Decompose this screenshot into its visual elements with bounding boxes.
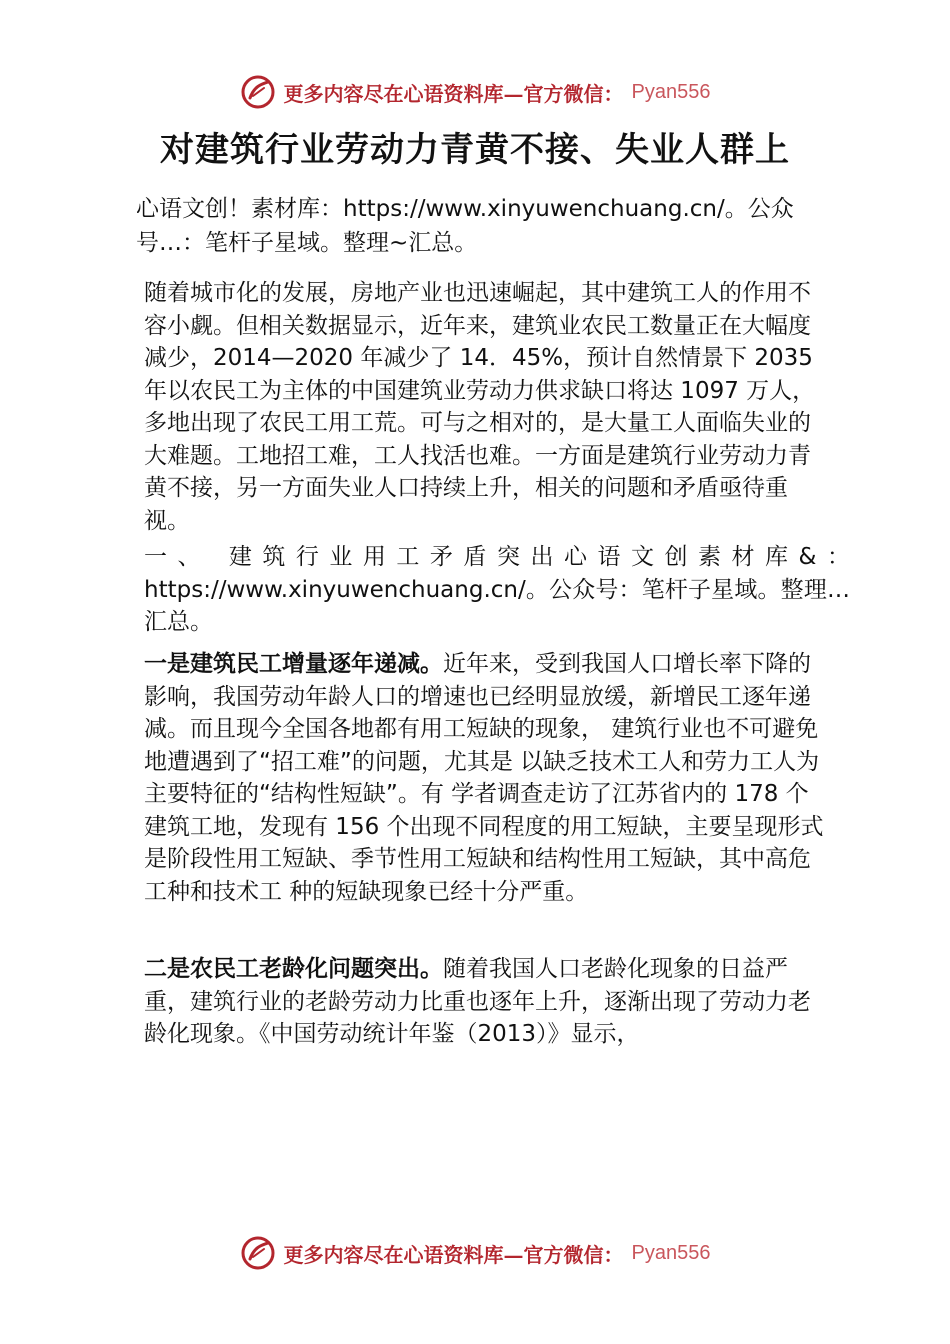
paragraph-intro: 随着城市化的发展，房地产业也迅速崛起，其中建筑工人的作用不容小觑。但相关数据显示，近年来，建筑业农民工数量正在大幅度减少，2014—2020 年减少了 14．45%，预计自然情景下 2035 年以农民工为主体的中国建筑业劳动力供求缺口将达 1097 万人，多地出现了农民工用工荒。可与之相对的，是大量工人面临失业的大难题。工地招工难，工人找活也难。一方面是建筑行业劳动力青黄不接，另一方面失业人口持续上升，相关的问题和矛盾亟待重视。 (144, 280, 816, 534)
logo-icon (240, 74, 276, 110)
document-title: 对建筑行业劳动力青黄不接、失业人群上 (160, 130, 790, 170)
banner-handle: Pyan556 (631, 80, 711, 103)
paragraph-point-two (144, 953, 829, 1051)
banner-text: 更多内容尽在心语资料库—官方微信： (283, 1242, 624, 1267)
source-line: 心语文创！素材库：https://www.xinyuwenchuang.cn/。公众号…：笔杆子星域。整理~汇总。 (136, 196, 794, 256)
logo-icon (240, 1235, 276, 1271)
footer-watermark (0, 1233, 950, 1273)
header-watermark (0, 72, 950, 112)
point-two-body: 随着我国人口老龄化现象的日益严重，建筑行业的老龄劳动力比重也逐年上升，逐渐出现了劳动力老龄化现象。《中国劳动统计年鉴（2013）》显示， (144, 956, 811, 1047)
paragraph-point-one (144, 648, 829, 908)
point-one-lead: 一是建筑民工增量逐年递减。 (144, 651, 443, 677)
point-two-lead: 二是农民工老龄化问题突出。 (144, 956, 443, 982)
section-heading: 一、 建筑行业用工矛盾突出心语文创素材库&：https://www.xinyuwenchuang.cn/。公众号：笔杆子星域。整理…汇总。 (144, 544, 850, 635)
banner-text: 更多内容尽在心语资料库—官方微信： (283, 81, 624, 106)
banner-handle: Pyan556 (631, 1241, 711, 1264)
point-one-body: 近年来，受到我国人口增长率下降的影响，我国劳动年龄人口的增速也已经明显放缓，新增民工逐年递减。而且现今全国各地都有用工短缺的现象， 建筑行业也不可避免地遭遇到了“招工难”的问题，尤其是 以缺乏技术工人和劳力工人为主要特征的“结构性短缺”。有 学者调查走访了江苏省内的 178 个建筑工地，发现有 156 个出现不同程度的用工短缺，主要呈现形式是阶段性用工短缺、季节性用工短缺和结构性用工短缺，其中高危工种和技术工 种的短缺现象已经十分严重。 (144, 651, 824, 905)
